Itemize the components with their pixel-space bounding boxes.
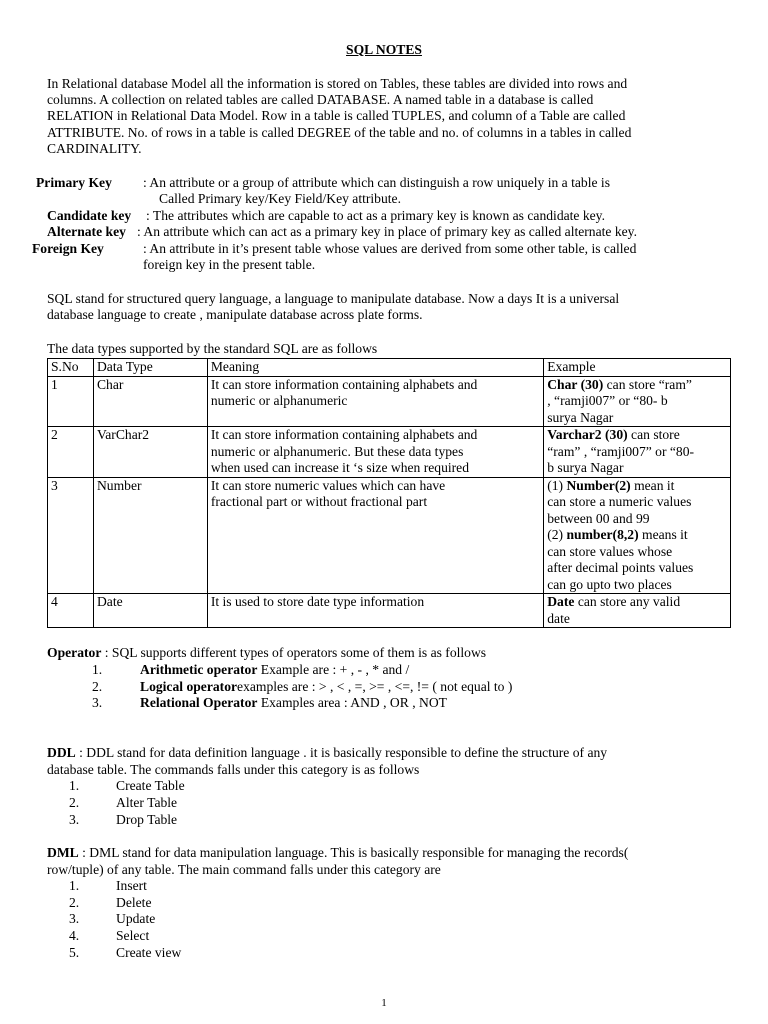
example-cell bbox=[544, 427, 731, 478]
example-line bbox=[547, 594, 727, 611]
ddl-heading bbox=[47, 745, 607, 762]
operator-term: Operator bbox=[47, 645, 102, 660]
example-cell bbox=[544, 477, 731, 594]
ddl-desc: : DDL stand for data definition language . it is basically responsible to define the structure of any bbox=[75, 745, 608, 760]
operator-name: Logical operator bbox=[140, 679, 238, 694]
intro-line: RELATION in Relational Data Model. Row in a table is called TUPLES, and column of a Table are called bbox=[47, 108, 626, 123]
page-number: 1 bbox=[381, 997, 387, 1009]
type-cell: Char bbox=[93, 376, 207, 427]
meaning-line: when used can increase it ‘s size when required bbox=[210, 460, 470, 475]
alternate-key-term: Alternate key bbox=[47, 224, 126, 239]
primary-key-def: : An attribute or a group of attribute which can distinguish a row uniquely in a table is bbox=[143, 175, 610, 190]
header-cell: Example bbox=[544, 359, 731, 377]
example-line: can store values whose bbox=[547, 543, 673, 559]
candidate-key-term: Candidate key bbox=[47, 208, 132, 223]
list-item bbox=[140, 695, 447, 712]
foreign-key-term: Foreign Key bbox=[32, 241, 104, 256]
foreign-key-def-cont: foreign key in the present table. bbox=[143, 257, 316, 272]
dml-desc-cont: row/tuple) of any table. The main command falls under this category are bbox=[47, 862, 441, 877]
type-cell: Number bbox=[93, 477, 207, 594]
example-keyword: number(8,2) bbox=[566, 527, 639, 542]
list-number: 3. bbox=[69, 911, 80, 926]
list-item: Select bbox=[116, 928, 150, 943]
example-text: can store “ram” bbox=[603, 376, 692, 392]
example-text: mean it bbox=[630, 477, 675, 493]
header-cell: Data Type bbox=[93, 359, 207, 377]
meaning-line: It can store information containing alphabets and bbox=[210, 376, 478, 392]
example-keyword: Date bbox=[547, 594, 575, 609]
meaning-line: numeric or alphanumeric. But these data types bbox=[210, 443, 464, 459]
header-cell: Meaning bbox=[207, 359, 543, 377]
meaning-cell bbox=[207, 376, 543, 427]
meaning-line: It can store numeric values which can have bbox=[210, 477, 446, 493]
list-item: Create Table bbox=[116, 778, 185, 793]
list-number: 3. bbox=[69, 812, 80, 827]
table-row bbox=[48, 594, 731, 628]
example-line: “ram” , “ramji007” or “80- bbox=[547, 443, 695, 459]
operator-desc: : SQL supports different types of operators some of them is as follows bbox=[101, 645, 487, 660]
list-item: Create view bbox=[116, 945, 182, 960]
example-line: , “ramji007” or “80- b bbox=[547, 393, 668, 408]
intro-line: columns. A collection on related tables are called DATABASE. A named table in a database is called bbox=[47, 92, 594, 107]
ddl-term: DDL bbox=[47, 745, 76, 760]
example-line bbox=[547, 377, 727, 394]
meaning-cell bbox=[207, 594, 543, 628]
example-line: b surya Nagar bbox=[547, 460, 624, 475]
example-text: can store any valid bbox=[574, 594, 681, 609]
example-line bbox=[547, 427, 727, 444]
primary-key-def-cont: Called Primary key/Key Field/Key attribute. bbox=[159, 191, 401, 206]
example-keyword: Char (30) bbox=[547, 376, 604, 392]
operator-example: Example are : + , - , * and / bbox=[257, 662, 410, 677]
list-item: Drop Table bbox=[116, 812, 178, 827]
list-number: 2. bbox=[92, 679, 103, 694]
list-number: 5. bbox=[69, 945, 80, 960]
list-number: 1. bbox=[69, 778, 80, 793]
sno-cell: 2 bbox=[48, 427, 94, 478]
list-item: Alter Table bbox=[116, 795, 178, 810]
operator-name: Arithmetic operator bbox=[140, 662, 258, 677]
dml-heading bbox=[47, 845, 628, 862]
meaning-cell bbox=[207, 427, 543, 478]
table-intro: The data types supported by the standard SQL are as follows bbox=[47, 341, 378, 356]
intro-line: ATTRIBUTE. No. of rows in a table is called DEGREE of the table and no. of columns in a tables in called bbox=[47, 125, 632, 140]
list-number: 4. bbox=[69, 928, 80, 943]
sno-cell: 4 bbox=[48, 594, 94, 628]
list-item: Delete bbox=[116, 895, 152, 910]
table-row bbox=[48, 376, 731, 427]
list-item: Insert bbox=[116, 878, 147, 893]
example-line: after decimal points values bbox=[547, 560, 694, 575]
type-cell: VarChar2 bbox=[93, 427, 207, 478]
example-cell bbox=[544, 376, 731, 427]
example-line bbox=[547, 478, 727, 495]
operator-name: Relational Operator bbox=[140, 695, 258, 710]
list-number: 3. bbox=[92, 695, 103, 710]
intro-line: CARDINALITY. bbox=[47, 141, 142, 156]
header-cell: S.No bbox=[48, 359, 94, 377]
candidate-key-def: : The attributes which are capable to act as a primary key is known as candidate key. bbox=[146, 208, 605, 223]
list-number: 2. bbox=[69, 895, 80, 910]
alternate-key-def: : An attribute which can act as a primary key in place of primary key as called alternate key. bbox=[137, 224, 637, 239]
example-line: between 00 and 99 bbox=[547, 510, 650, 526]
example-line: surya Nagar bbox=[547, 409, 614, 425]
list-item: Update bbox=[116, 911, 156, 926]
operator-example: Examples area : AND , OR , NOT bbox=[257, 695, 447, 710]
example-line bbox=[547, 527, 727, 544]
list-item bbox=[140, 679, 512, 696]
operator-example: examples are : > , < , =, >= , <=, != ( not equal to ) bbox=[237, 679, 513, 694]
intro-line: In Relational database Model all the information is stored on Tables, these tables are divided into rows and bbox=[47, 76, 628, 91]
meaning-line: It is used to store date type information bbox=[210, 594, 425, 609]
meaning-line: numeric or alphanumeric bbox=[210, 393, 348, 408]
list-number: 1. bbox=[92, 662, 103, 677]
sno-cell: 3 bbox=[48, 477, 94, 594]
dml-term: DML bbox=[47, 845, 79, 860]
example-cell bbox=[544, 594, 731, 628]
dml-desc: : DML stand for data manipulation language. This is basically responsible for managing the records( bbox=[78, 845, 629, 860]
example-keyword: Number(2) bbox=[566, 477, 631, 493]
example-line: can go upto two places bbox=[547, 576, 672, 592]
foreign-key-def: : An attribute in it’s present table whose values are derived from some other table, is called bbox=[143, 241, 637, 256]
sql-def-line: database language to create , manipulate database across plate forms. bbox=[47, 307, 423, 322]
example-text: can store bbox=[627, 427, 680, 442]
meaning-line: fractional part or without fractional part bbox=[210, 494, 428, 509]
example-text: (1) bbox=[547, 477, 567, 493]
example-line: can store a numeric values bbox=[547, 494, 692, 509]
example-line: date bbox=[547, 610, 570, 626]
data-types-table bbox=[47, 358, 731, 628]
ddl-desc-cont: database table. The commands falls under this category is as follows bbox=[47, 762, 420, 777]
list-item bbox=[140, 662, 409, 679]
example-text: (2) bbox=[547, 527, 567, 542]
table-header-row bbox=[48, 359, 731, 377]
meaning-cell bbox=[207, 477, 543, 594]
table-row bbox=[48, 477, 731, 594]
sql-def-line: SQL stand for structured query language, a language to manipulate database. Now a days It is a universal bbox=[47, 291, 620, 306]
example-text: means it bbox=[638, 527, 688, 542]
list-number: 2. bbox=[69, 795, 80, 810]
example-keyword: Varchar2 (30) bbox=[547, 427, 628, 442]
primary-key-term: Primary Key bbox=[36, 175, 112, 190]
page-title: SQL NOTES bbox=[346, 42, 422, 57]
type-cell: Date bbox=[93, 594, 207, 628]
sno-cell: 1 bbox=[48, 376, 94, 427]
table-row bbox=[48, 427, 731, 478]
operator-heading bbox=[47, 645, 486, 662]
list-number: 1. bbox=[69, 878, 80, 893]
meaning-line: It can store information containing alphabets and bbox=[210, 427, 478, 442]
